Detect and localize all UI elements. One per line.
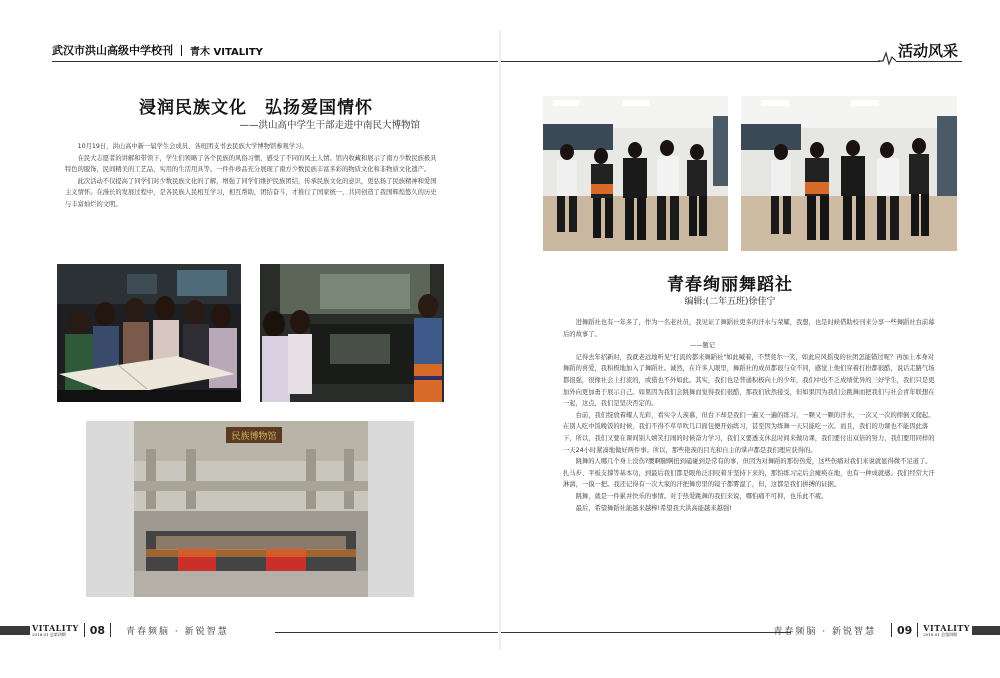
header-rule-left (52, 61, 498, 62)
paragraph: 台前，我们绽放着耀人光彩，看实令人羡慕，但台下却是我们一遍又一遍的练习，一颗又一颗的汗水，一次又一次的摔倒又爬起。在别人吃中饭晚饭的时候，我们不得不草草吹几口面包便开始练习，甚至因为练舞一天只能吃一次。而且，我们的功课也不能因此落下，所以，我们又要在课间别人嬉笑打闹的时候奋力学习，我们又要透支休息时间来做功课，我们要付出双倍的努力，我们要用同样的一天24小时紧凑地做好两件事。所以，那些艳羡的目光和自主的掌声都是我们理应获得的。 (563, 411, 935, 454)
footer-right (773, 622, 970, 638)
photo-group-museum (86, 421, 414, 597)
paragraph: 10月19日，洪山高中新一届学生会成员、各班团支书去民族大学博物馆参观学习。 (77, 143, 308, 150)
paragraph: 进舞蹈社也有一年多了，作为一名老社员，我见证了舞蹈社更多的汗水与荣耀，我想，也是时候借助校刊来分享一些舞蹈社台前幕后的故事了。 (563, 319, 935, 338)
paragraph: 此次活动不仅提高了同学们对少数民族文化的了解，增强了同学们维护民族团结，传承民族文化的意识，更弘扬了民族精神和爱国主义情怀。在漫长的发展过程中，是各民族人民相互学习，相互帮助，团结奋斗，才推行了国家统一，共同创造了我国辉煌悠久的历史与丰富灿烂的文明。 (65, 177, 437, 208)
page-gutter (499, 30, 501, 650)
paragraph: 跳舞的人哪几个身上没伤?腰啊腿啊扭到磕碰到是常有的事，但因为对舞蹈的那份热爱，这些伤痛对我们来说就显得微不足道了。扎马步、平板支撑等基本功，到最后我们都是眼角泛泪咬着牙坚持下来的，那怕练习完后会瘫痪在地，也有一种成就感。我们经常大汗淋漓，一摸一把。我还记得有一次大家的汗把舞房里的镜子都雾湿了，但，这都是我们拼搏的证据。 (563, 458, 935, 489)
zigzag-icon (878, 50, 896, 66)
header-left (52, 42, 263, 58)
paragraph: 最后，希望舞蹈社能越来越棒!希望我大洪高能越来越强! (575, 504, 732, 512)
right-article-editor: 编辑:(二年五班)徐佳宁 (684, 297, 776, 307)
photo-students-book (57, 264, 241, 402)
footer-bar-right (972, 626, 1000, 635)
right-article-title: 青春绚丽舞蹈社 (667, 275, 793, 295)
museum-sign: 民族博物馆 (231, 432, 277, 442)
footer-brand-logo: VITALITY 2018.01 总第四期 (923, 622, 970, 637)
left-article-title: 浸润民族文化 弘扬爱国情怀 (139, 98, 373, 118)
epigraph-signature: ——题记 (689, 342, 715, 350)
header-rule-right (501, 61, 880, 62)
page-number-left: 08 (89, 623, 106, 637)
paragraph: 记得去年招新时，我就老远地听见"打流的都来舞蹈社"如此喊着，不禁莞尔一笑，如此应风摇曳的社团怎能错过呢？再加上本身对舞蹈的喜爱，我积极地加入了舞蹈社。诚然，在许多人眼里，舞蹈社的成员都很与众不同，感觉上他们穿着打扮都很酷，说话走路气场都很强，很像社会上打流的，或猎也不外如此。其实，我们也是普通积极向上的少年，我们中也不乏成绩优异的三好学生，我们只是更加外向更加勇于展示自己。如果因为我们会跳舞而觉得我们很酷，那我们欣然接受，但如果因为我们会跳舞而把我们与社会青年联想在一起，这点，我们是坚决否定的。 (563, 353, 935, 408)
header-rule-section (896, 61, 962, 62)
footer-divider (891, 623, 892, 637)
footer-rule-left (275, 632, 498, 633)
footer-divider (110, 623, 111, 637)
footer-divider (917, 623, 918, 637)
left-article-subtitle: ——洪山高中学生干部走进中南民大博物馆 (239, 120, 420, 131)
footer-slogan: 青春频脑 · 新锐智慧 (126, 626, 229, 637)
footer-bar-left (0, 626, 30, 635)
footer-left (32, 622, 229, 638)
footer-brand-logo: VITALITY 2018.01 总第四期 (32, 622, 79, 637)
right-article-body (563, 317, 935, 514)
school-name: 武汉市洪山高级中学校刊 (52, 44, 173, 57)
section-title: 活动风采 (898, 42, 959, 60)
footer-divider (84, 623, 85, 637)
photo-dance-practice-2 (741, 96, 957, 251)
magazine-name: 青木 VITALITY (190, 46, 263, 58)
photo-dance-practice-1 (543, 96, 728, 251)
paragraph: 在民大志愿者的讲解和带领下，学生们领略了各个民族的风俗习惯，感受了不同的风土人情。馆内收藏和展示了南方少数民族极具特色的服饰，民间精美的工艺品，实用的生活用具等。一件件珍品充分展现了南方少数民族丰富多彩的物质文化和非物质文化遗产。 (65, 154, 437, 174)
footer-slogan: 青春频脑 · 新锐智慧 (773, 626, 876, 637)
footer-rule-right (501, 632, 791, 633)
photo-museum-exhibit (260, 264, 444, 402)
page-number-right: 09 (896, 623, 913, 637)
paragraph: 跳舞，就是一件累并快乐的事情。对于热爱跳舞的我们来说，哪怕痛不可抑，也乐此不疲。 (575, 492, 828, 500)
left-article-body (65, 141, 437, 211)
header-divider (181, 45, 182, 56)
